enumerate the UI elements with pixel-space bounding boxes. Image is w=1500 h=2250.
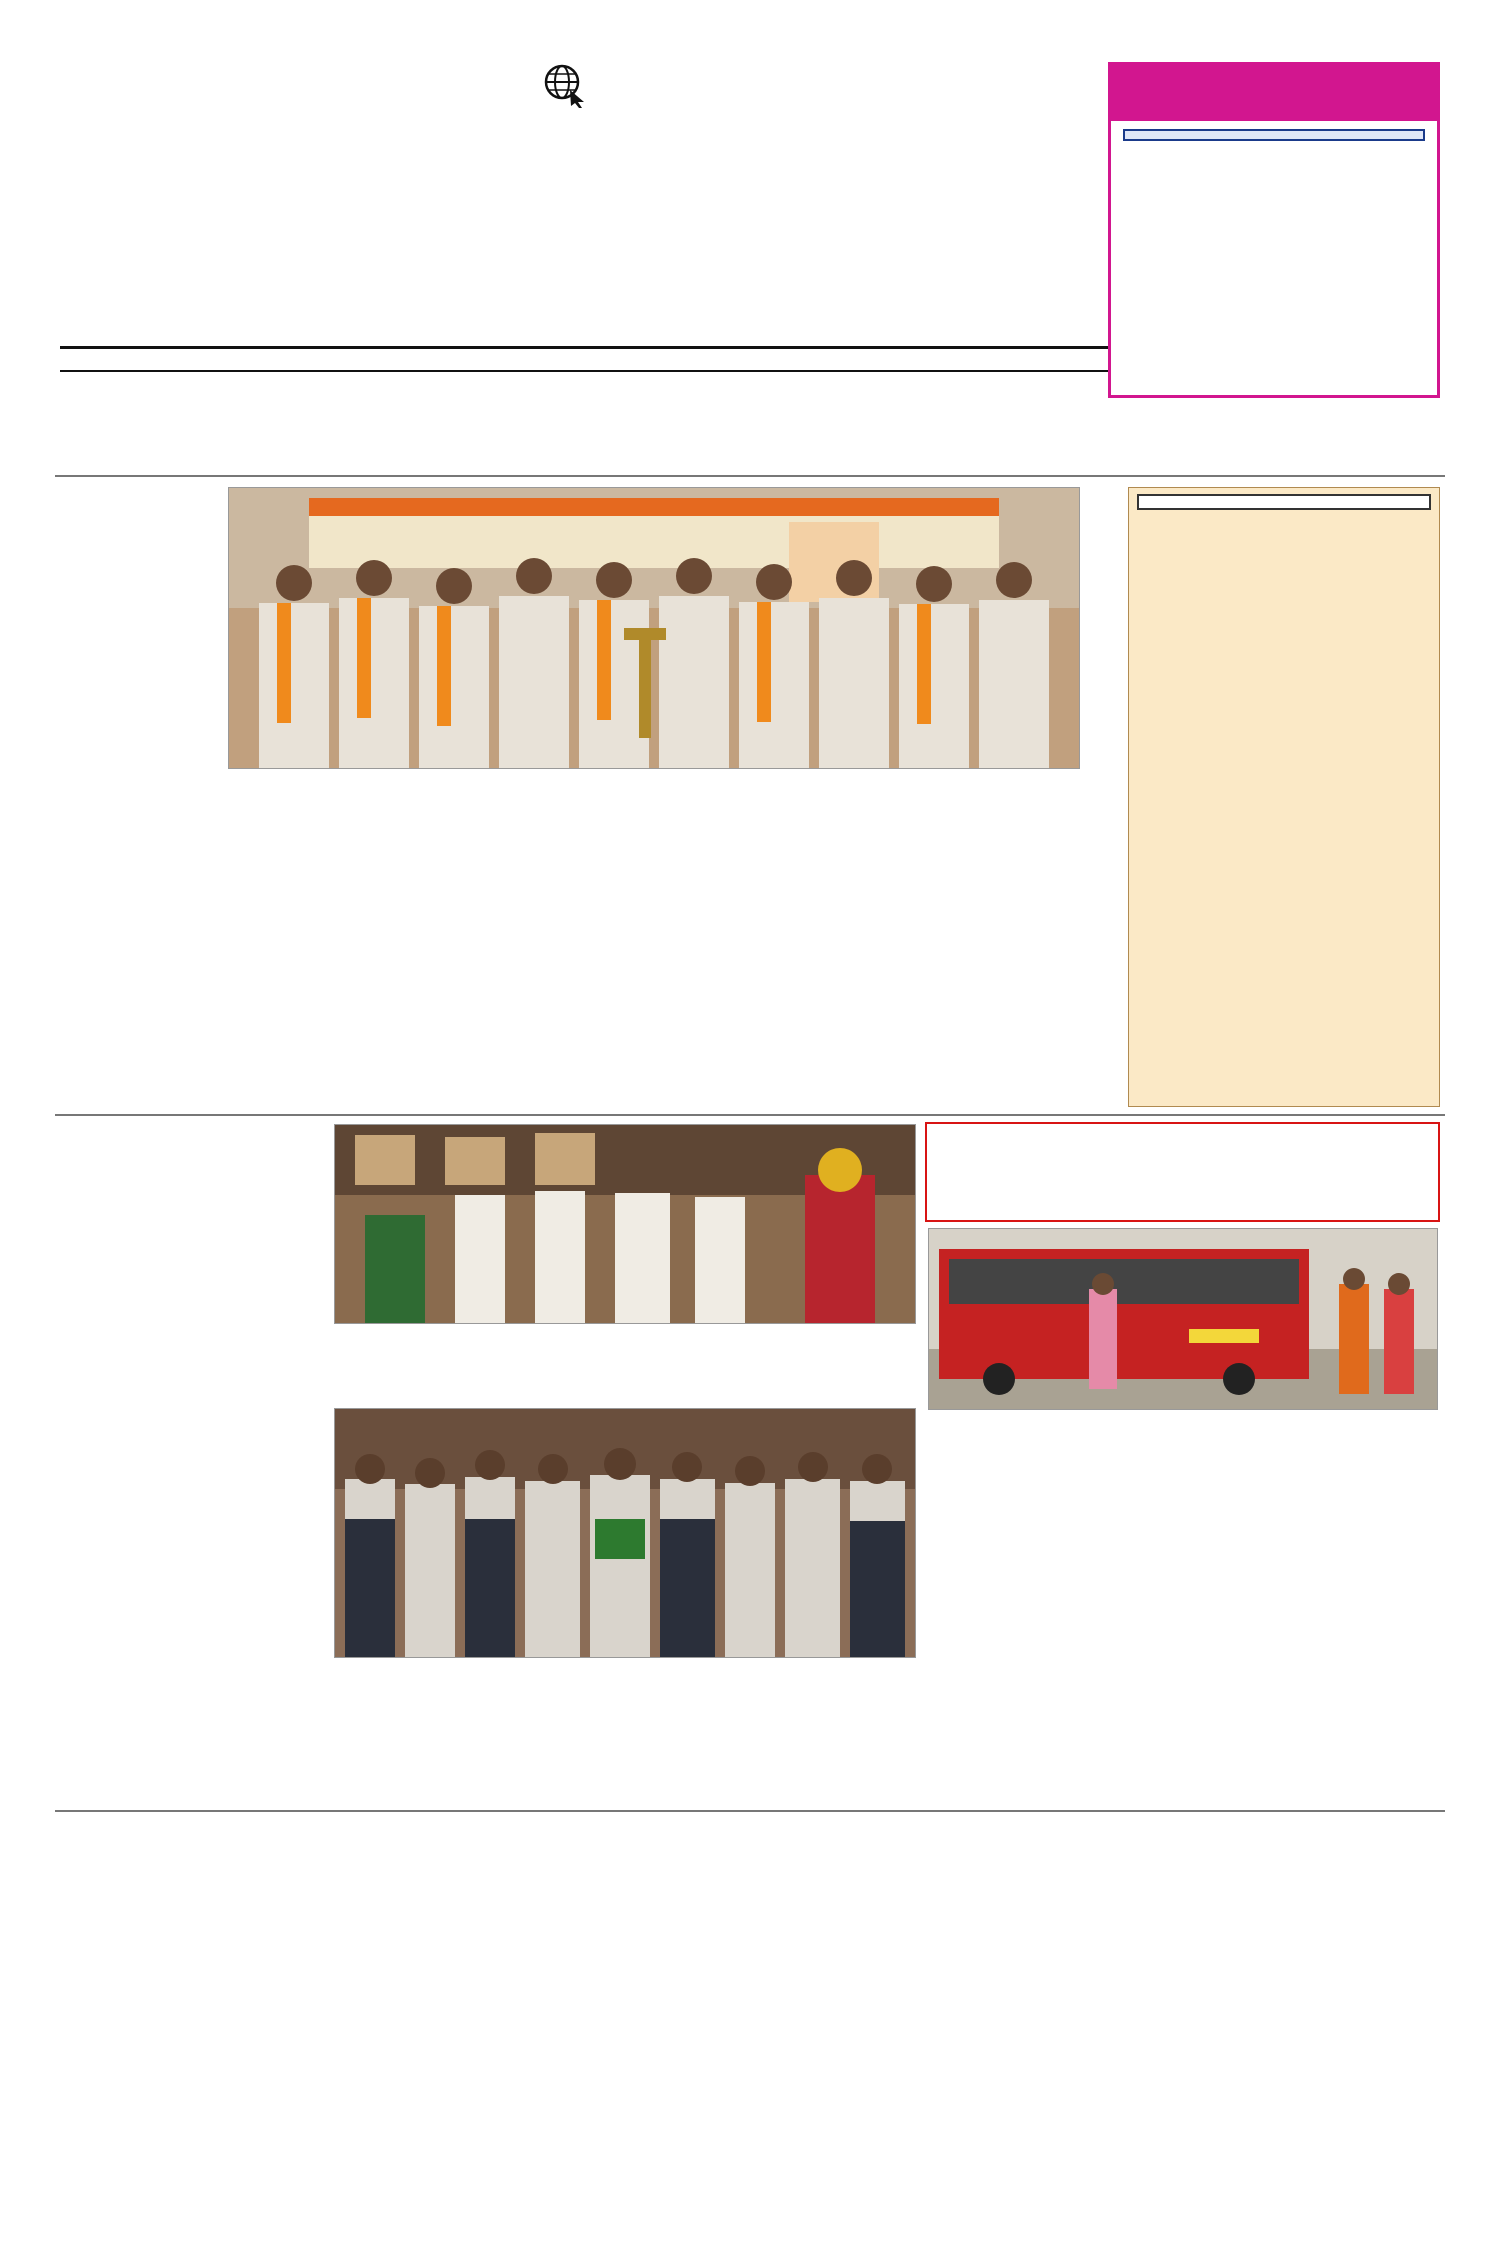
yakshagana-photo	[334, 1124, 916, 1324]
job-ad	[1108, 62, 1440, 398]
pandi-headline-box	[58, 1622, 588, 1724]
pandi-headline[interactable]	[58, 1616, 59, 1617]
sidebar-headline[interactable]	[1137, 494, 1431, 510]
sidebar-box	[1128, 487, 1440, 1107]
masthead-rule	[60, 370, 1110, 372]
omshakti-column-2	[1188, 1416, 1438, 1806]
divider	[55, 1114, 1445, 1116]
lead-column-5	[747, 777, 917, 1107]
omshakti-box	[925, 1122, 1440, 1222]
bus-photo	[928, 1228, 1438, 1410]
lead-column-4	[574, 777, 739, 1107]
lead-column-3	[401, 777, 566, 1107]
masthead-rule	[60, 346, 1110, 349]
divider	[55, 1810, 1445, 1812]
lead-column-6	[925, 487, 1120, 1107]
omshakti-headline[interactable]	[927, 1124, 1438, 1136]
globe-icon	[542, 62, 588, 108]
sagar-photo-caption	[334, 1327, 916, 1405]
sidebar-text	[1139, 520, 1429, 1010]
pandi-headline-line[interactable]	[58, 1622, 588, 1623]
lead-column-2	[228, 777, 393, 1107]
omshakti-column-1	[928, 1416, 1178, 1806]
divider	[55, 475, 1445, 477]
sagar-text	[58, 1260, 326, 1820]
ad-company	[1123, 129, 1425, 141]
lead-column-1	[58, 487, 218, 967]
ad-title	[1111, 65, 1437, 121]
chamber-photo	[334, 1408, 916, 1658]
